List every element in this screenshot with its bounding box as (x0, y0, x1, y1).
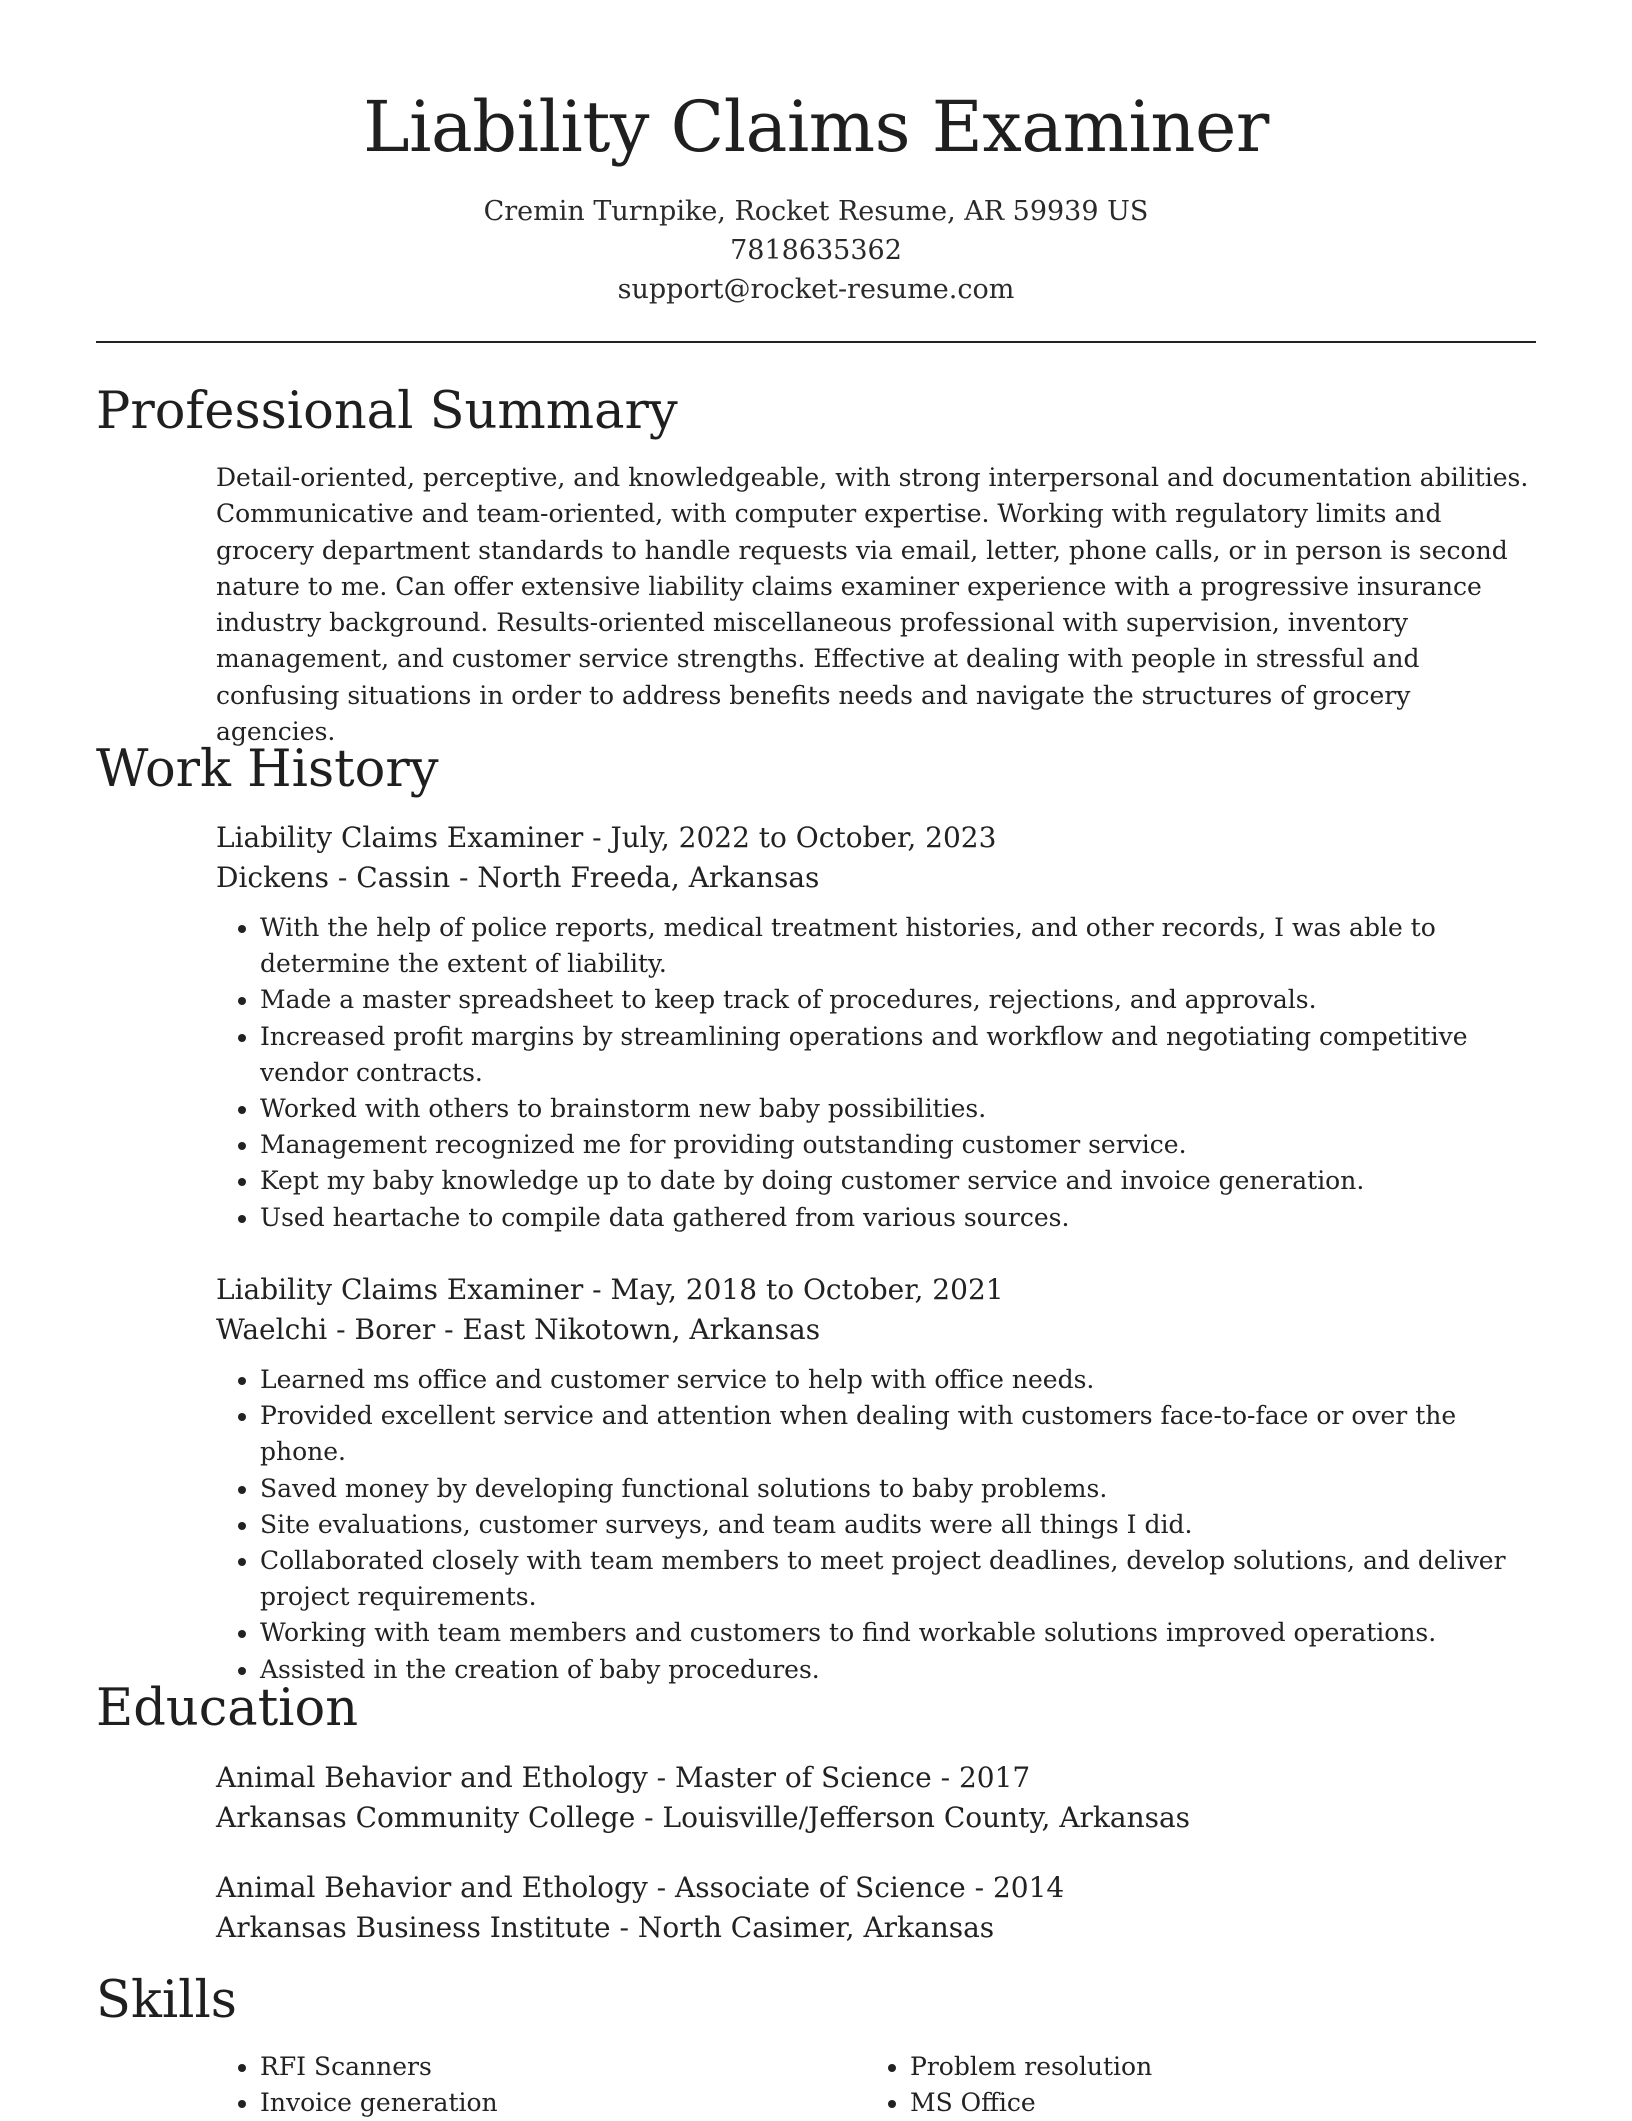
list-item: • Worked with others to brainstorm new baby possibilities. (260, 1091, 1536, 1127)
summary-block (216, 460, 1536, 750)
section-title-work-history: Work History (96, 740, 439, 799)
list-item: • MS Office (910, 2085, 1426, 2121)
list-item: • Used heartache to compile data gathered from various sources. (260, 1200, 1536, 1236)
section-title-skills: Skills (96, 1971, 237, 2030)
job-title-line: Liability Claims Examiner - May, 2018 to October, 2021 (216, 1273, 1004, 1306)
job-company-line: Dickens - Cassin - North Freeda, Arkansas (216, 861, 820, 894)
skills-list (216, 2049, 776, 2121)
job-title-line: Liability Claims Examiner - July, 2022 to October, 2023 (216, 821, 997, 854)
skills-column-right (866, 2049, 1426, 2121)
phone: 7818635362 (730, 235, 902, 266)
job-entry (216, 1270, 1536, 1688)
education-entry (216, 1868, 1536, 1948)
list-item: • With the help of police reports, medical treatment histories, and other records, I was able to determine the extent of liability. (260, 910, 1536, 982)
list-item: • Site evaluations, customer surveys, and team audits were all things I did. (260, 1507, 1536, 1543)
address: Cremin Turnpike, Rocket Resume, AR 59939 US (483, 196, 1149, 227)
education-entry (216, 1758, 1536, 1838)
header-divider (96, 341, 1536, 343)
list-item: • Provided excellent service and attention when dealing with customers face-to-face or over the phone. (260, 1398, 1536, 1470)
school-line: Arkansas Community College - Louisville/Jefferson County, Arkansas (216, 1801, 1191, 1834)
list-item: • Management recognized me for providing outstanding customer service. (260, 1127, 1536, 1163)
list-item: • RFI Scanners (260, 2049, 776, 2085)
list-item: • Invoice generation (260, 2085, 776, 2121)
list-item: • Collaborated closely with team members to meet project deadlines, develop solutions, and deliver project requirements. (260, 1543, 1536, 1615)
summary-text: Detail-oriented, perceptive, and knowledgeable, with strong interpersonal and documentation abilities. Communicative and team-oriented, with computer expertise. Working with regulatory limits and grocery department standards to handle requests via email, letter, phone calls, or in person is second nature to me. Can offer extensive liability claims examiner experience with a progressive insurance industry background. Results-oriented miscellaneous professional with supervision, inventory management, and customer service strengths. Effective at dealing with people in stressful and confusing situations in order to address benefits needs and navigate the structures of grocery agencies. (216, 463, 1529, 747)
job-bullets (216, 910, 1536, 1236)
section-title-education: Education (96, 1679, 359, 1738)
list-item: • Problem resolution (910, 2049, 1426, 2085)
resume-header (0, 0, 1632, 309)
school-line: Arkansas Business Institute - North Casimer, Arkansas (216, 1911, 995, 1944)
candidate-name: Liability Claims Examiner (363, 86, 1269, 168)
degree-line: Animal Behavior and Ethology - Master of Science - 2017 (216, 1761, 1031, 1794)
skills-list (866, 2049, 1426, 2121)
job-entry (216, 818, 1536, 1236)
job-bullets (216, 1362, 1536, 1688)
email: support@rocket-resume.com (617, 274, 1015, 305)
skills-column-left (216, 2049, 776, 2121)
list-item: • Working with team members and customers to find workable solutions improved operations. (260, 1615, 1536, 1651)
list-item: • Kept my baby knowledge up to date by doing customer service and invoice generation. (260, 1163, 1536, 1199)
list-item: • Assisted in the creation of baby procedures. (260, 1652, 1536, 1688)
list-item: • Made a master spreadsheet to keep track of procedures, rejections, and approvals. (260, 982, 1536, 1018)
section-title-summary: Professional Summary (96, 382, 678, 441)
degree-line: Animal Behavior and Ethology - Associate of Science - 2014 (216, 1871, 1065, 1904)
list-item: • Increased profit margins by streamlining operations and workflow and negotiating competitive vendor contracts. (260, 1019, 1536, 1091)
list-item: • Saved money by developing functional solutions to baby problems. (260, 1471, 1536, 1507)
job-company-line: Waelchi - Borer - East Nikotown, Arkansas (216, 1313, 821, 1346)
contact-info (0, 192, 1632, 309)
list-item: • Learned ms office and customer service to help with office needs. (260, 1362, 1536, 1398)
